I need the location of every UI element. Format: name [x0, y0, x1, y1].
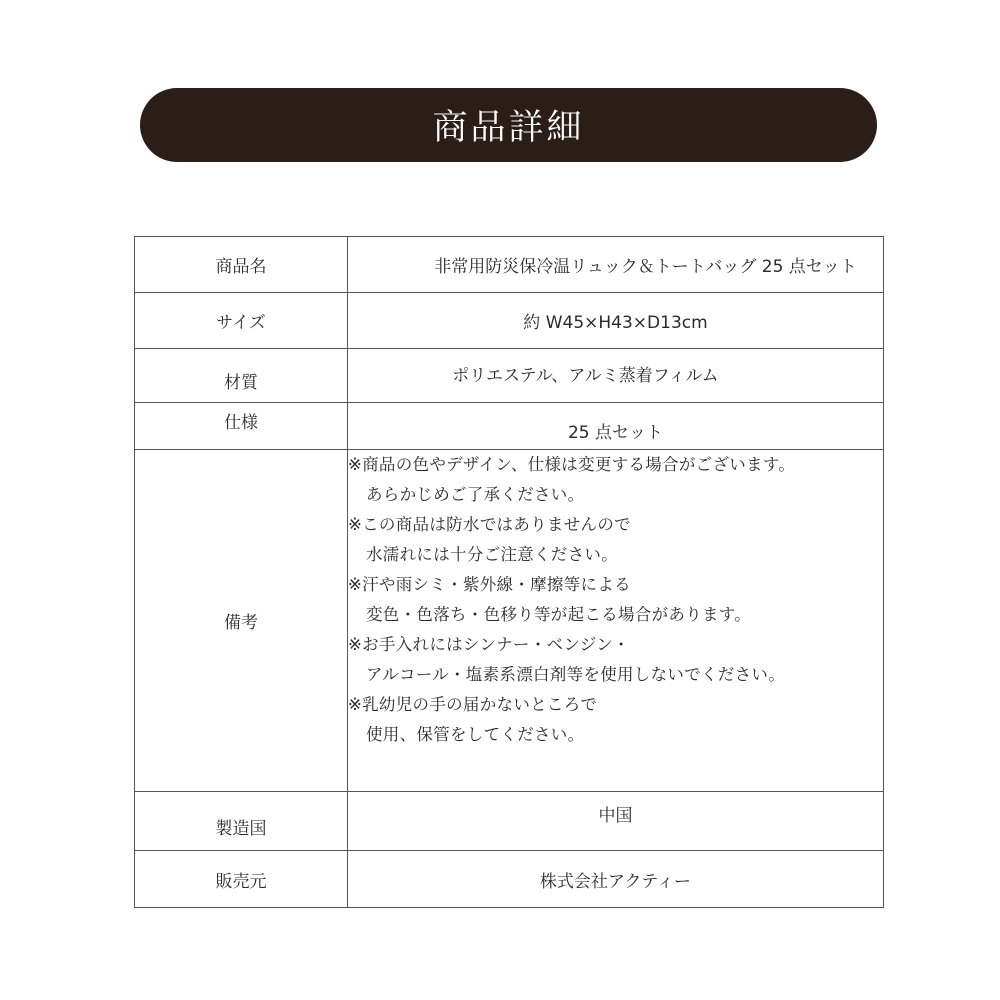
- value-cell: [348, 403, 884, 450]
- row-label-notes: 備考: [224, 613, 258, 633]
- note-line: 水濡れには十分ご注意ください。: [366, 545, 618, 564]
- row-value-material: ポリエステル、アルミ蒸着フィルム: [452, 366, 719, 386]
- label-cell: [135, 450, 348, 792]
- product-spec-table: [134, 236, 884, 908]
- label-cell: [135, 851, 348, 908]
- note-line: ※汗や雨シミ・紫外線・摩擦等による: [348, 575, 631, 594]
- note-line: ※この商品は防水ではありませんので: [348, 515, 631, 534]
- row-value-spec: 25 点セット: [567, 422, 664, 443]
- value-cell: [348, 349, 884, 403]
- row-value-product-name: 非常用防災保冷温リュック＆トートバッグ 25 点セット: [434, 257, 857, 277]
- note-line: 変色・色落ち・色移り等が起こる場合があります。: [366, 605, 752, 624]
- note-line: ※乳幼児の手の届かないところで: [348, 695, 598, 714]
- table-row-material: [135, 349, 884, 403]
- page-title: 商品詳細: [432, 108, 585, 148]
- row-label-seller: 販売元: [215, 871, 267, 892]
- note-line: アルコール・塩素系漂白剤等を使用しないでください。: [366, 665, 786, 684]
- note-line: あらかじめご了承ください。: [366, 485, 585, 504]
- table-row-notes: [135, 450, 884, 792]
- row-label-size: サイズ: [216, 313, 266, 333]
- row-label-product-name: 商品名: [215, 257, 267, 277]
- label-cell: [135, 237, 348, 293]
- note-line: 使用、保管をしてください。: [366, 725, 585, 744]
- note-line: ※お手入れにはシンナー・ベンジン・: [348, 635, 630, 654]
- header-banner: [140, 88, 877, 162]
- table-row-spec: [135, 403, 884, 450]
- value-cell: [348, 792, 884, 851]
- note-line: ※商品の色やデザイン、仕様は変更する場合がございます。: [348, 455, 796, 474]
- row-value-origin: 中国: [598, 805, 633, 826]
- table-row-seller: [135, 851, 884, 908]
- label-cell: [135, 293, 348, 349]
- row-label-material: 材質: [224, 373, 258, 393]
- table-row-product-name: [135, 237, 884, 293]
- row-value-seller: 株式会社アクティー: [539, 871, 692, 892]
- table-row-size: [135, 293, 884, 349]
- row-label-origin: 製造国: [215, 818, 267, 839]
- label-cell: [135, 403, 348, 450]
- table-row-origin: [135, 792, 884, 851]
- value-cell: [348, 237, 884, 293]
- row-value-size: 約 W45×H43×D13cm: [523, 313, 708, 333]
- row-label-spec: 仕様: [224, 412, 258, 433]
- value-cell: [348, 293, 884, 349]
- notes-cell: [348, 450, 884, 792]
- label-cell: [135, 349, 348, 403]
- label-cell: [135, 792, 348, 851]
- value-cell: [348, 851, 884, 908]
